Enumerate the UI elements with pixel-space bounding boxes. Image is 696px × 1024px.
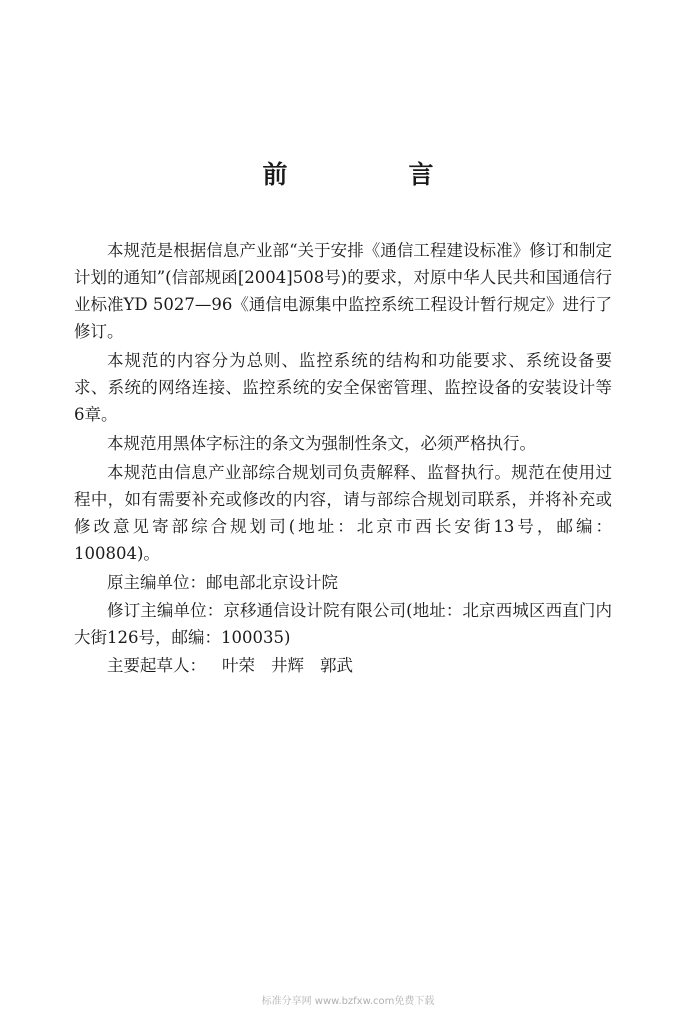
main-drafters <box>74 652 612 679</box>
preface-body <box>74 237 612 680</box>
paragraph-contents: 本规范的内容分为总则、监控系统的结构和功能要求、系统设备要求、系统的网络连接、监控系统的安全保密管理、监控设备的安装设计等6章。 <box>74 351 612 424</box>
original-editor-unit: 原主编单位：邮电部北京设计院 <box>107 573 338 592</box>
paragraph-mandatory: 本规范用黑体字标注的条文为强制性条文，必须严格执行。 <box>107 434 536 453</box>
drafter-name: 叶荣 <box>222 656 255 675</box>
drafters-label: 主要起草人： <box>107 656 206 675</box>
paragraph-interpretation: 本规范由信息产业部综合规划司负责解释、监督执行。规范在使用过程中，如有需要补充或修改的内容，请与部综合规划司联系，并将补充或修改意见寄部综合规划司(地址：北京市西长安街13号，邮编：100804)。 <box>74 463 612 563</box>
paragraph-basis: 本规范是根据信息产业部“关于安排《通信工程建设标准》修订和制定计划的通知”(信部规函[2004]508号)的要求，对原中华人民共和国通信行业标准YD 5027—96《通信电源集中监控系统工程设计暂行规定》进行了修订。 <box>74 241 612 341</box>
revision-editor-unit: 修订主编单位：京移通信设计院有限公司(地址：北京西城区西直门内大街126号，邮编：100035) <box>74 601 612 647</box>
page-title: 前 言 <box>262 160 482 189</box>
drafter-name: 郭武 <box>320 656 353 675</box>
drafter-name: 井辉 <box>271 656 304 675</box>
watermark-footer: 标准分享网 www.bzfxw.com免费下载 <box>261 996 435 1007</box>
